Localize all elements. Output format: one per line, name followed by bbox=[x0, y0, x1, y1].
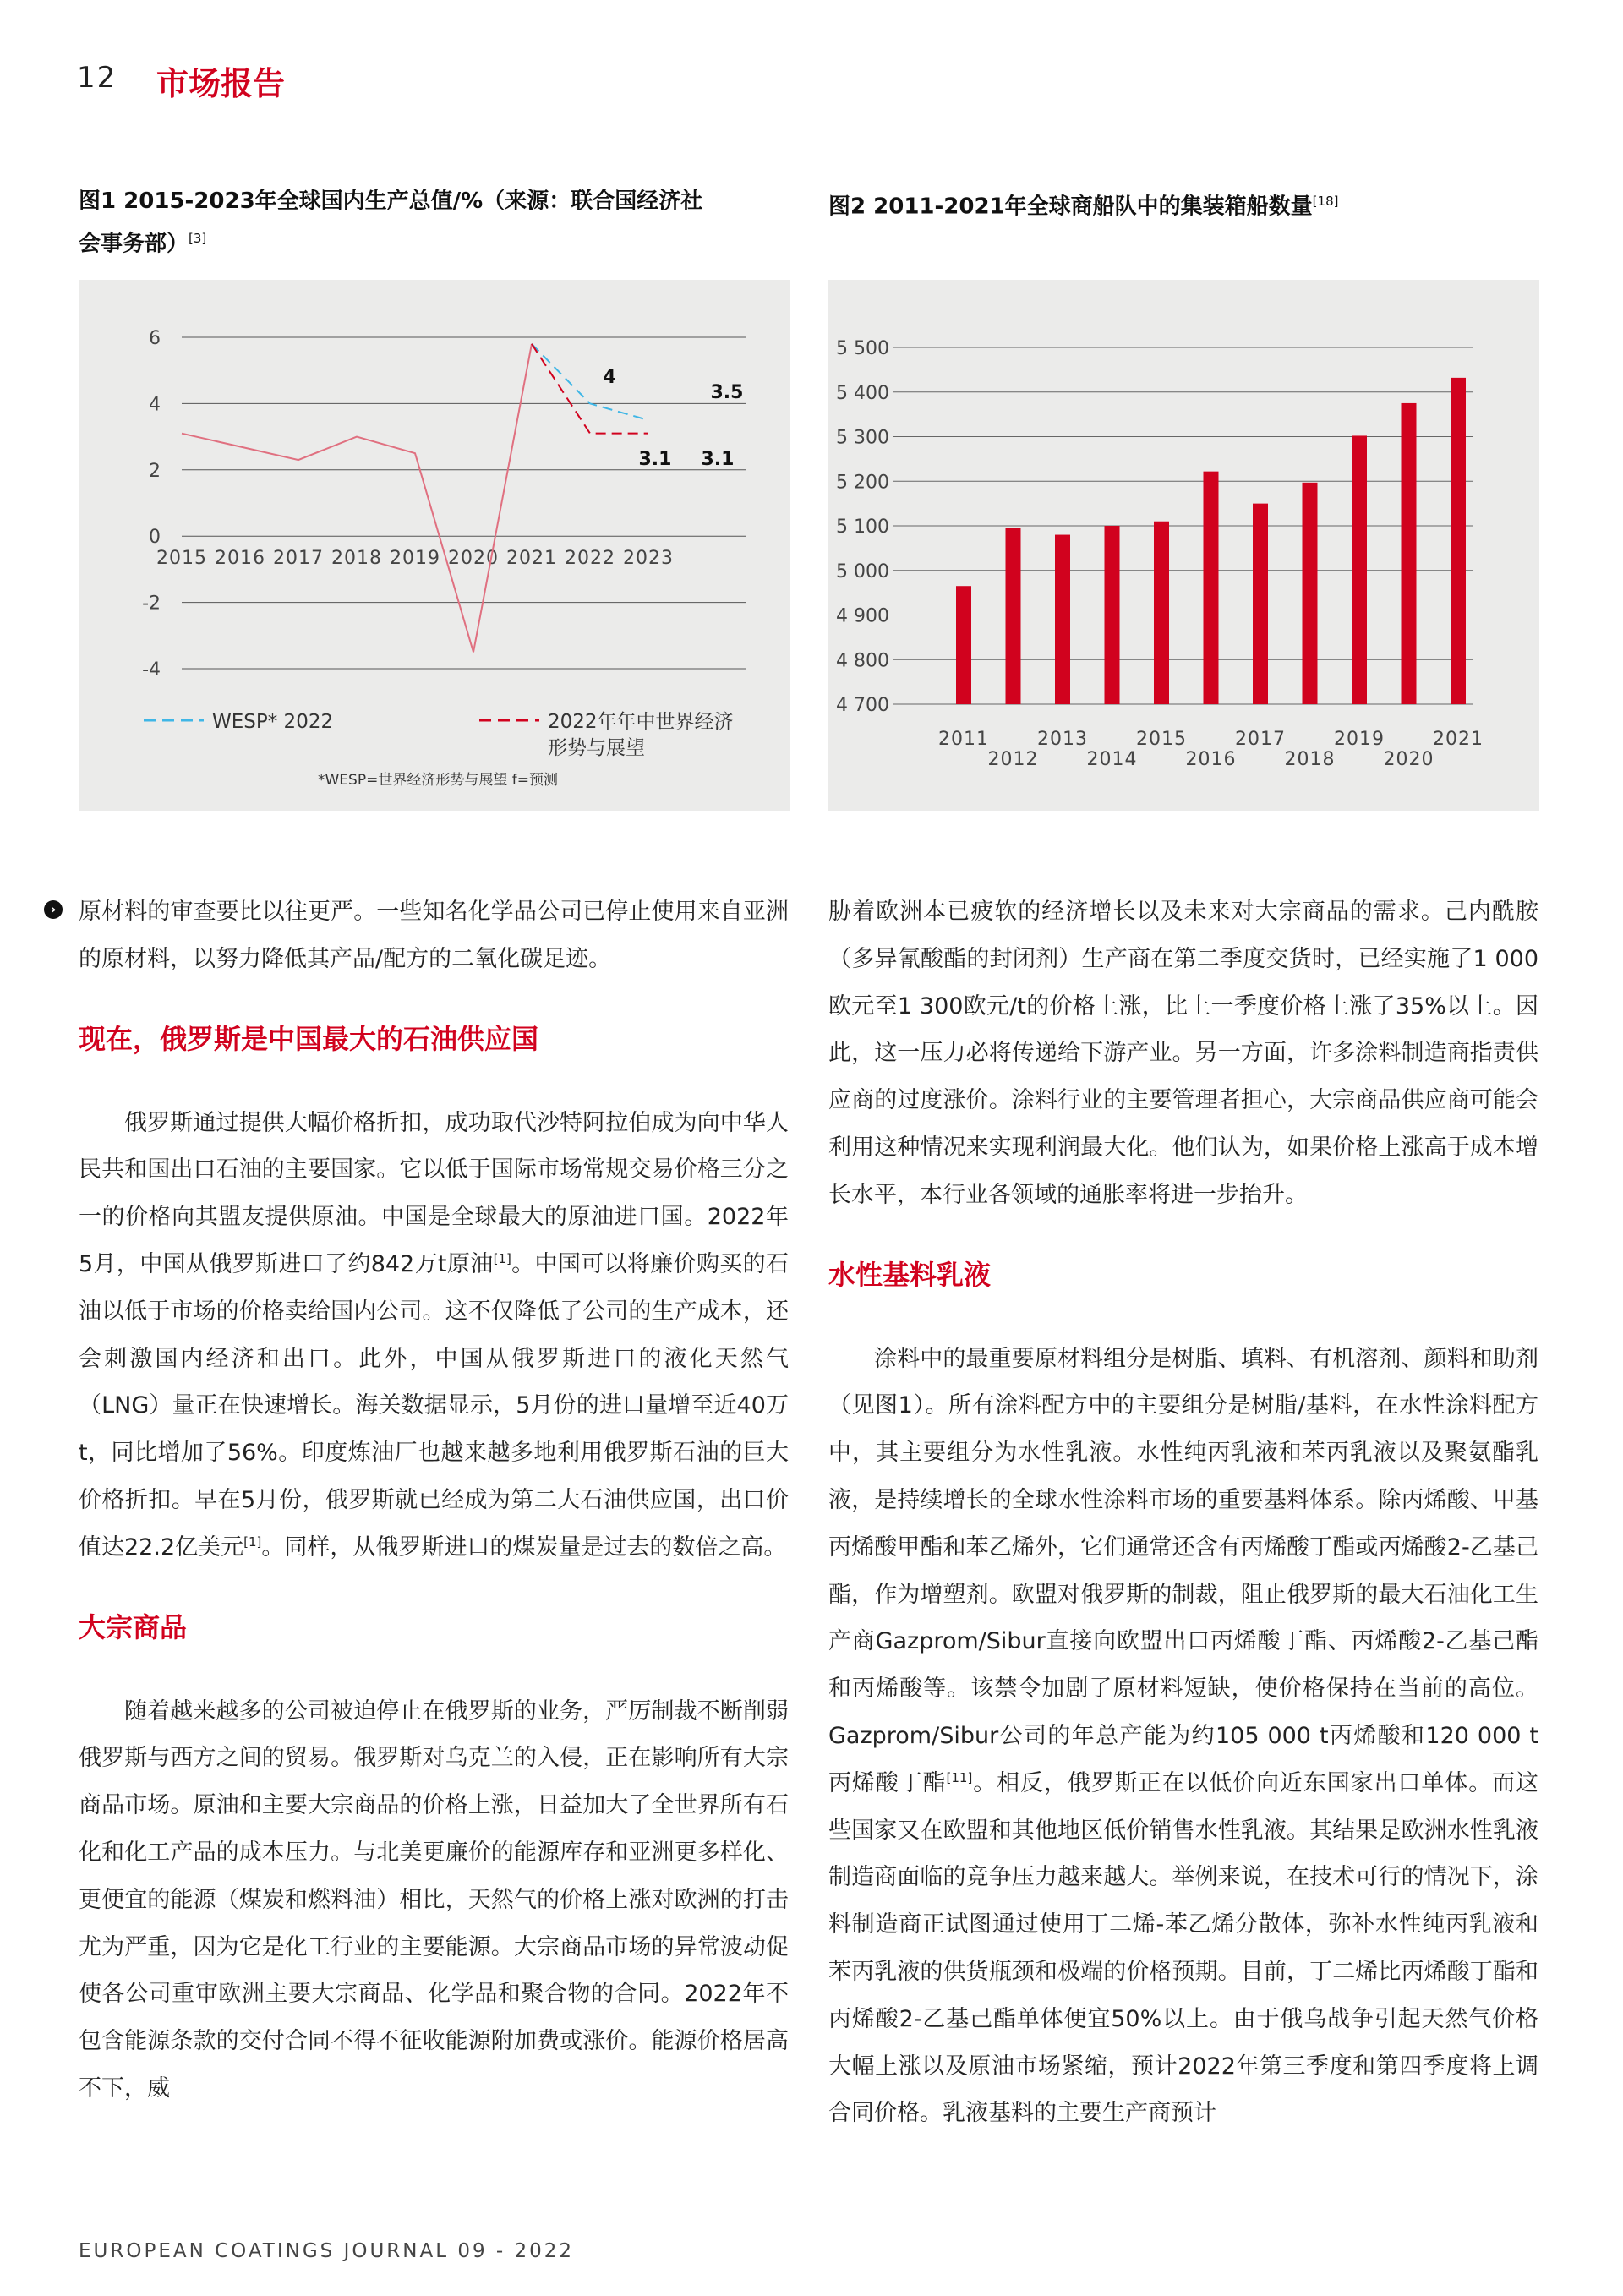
legend-midyear-label-2: 形势与展望 bbox=[548, 737, 645, 759]
ref-1: [1] bbox=[493, 1250, 511, 1266]
y-tick-label: 5 000 bbox=[836, 560, 889, 582]
y-tick-label: 4 800 bbox=[836, 650, 889, 672]
x-tick-label: 2015 bbox=[156, 548, 207, 570]
figure2-panel bbox=[828, 280, 1539, 811]
left-paragraph-2: 随着越来越多的公司被迫停止在俄罗斯的业务，严厉制裁不断削弱俄罗斯与西方之间的贸易。俄罗斯对乌克兰的入侵，正在影响所有大宗商品市场。原油和主要大宗商品的价格上涨，日益加大了全世界所有石化和化工产品的成本压力。与北美更廉价的能源库存和亚洲更多样化、更便宜的能源（煤炭和燃料油）相比，天然气的价格上涨对欧洲的打击尤为严重，因为它是化工行业的主要能源。大宗商品市场的异常波动促使各公司重审欧洲主要大宗商品、化学品和聚合物的合同。2022年不包含能源条款的交付合同不得不征收能源附加费或涨价。能源价格居高不下，威 bbox=[79, 1697, 789, 2102]
figure1-caption-line1: 图1 2015-2023年全球国内生产总值/%（来源：联合国经济社 bbox=[79, 189, 703, 214]
footer-journal: EUROPEAN COATINGS JOURNAL 09 - 2022 bbox=[79, 2240, 575, 2262]
figure2-caption-text: 图2 2011-2021年全球商船队中的集装箱船数量 bbox=[828, 194, 1313, 220]
heading-commodities: 大宗商品 bbox=[79, 1610, 188, 1643]
page-number: 12 bbox=[77, 61, 117, 95]
figure1-caption bbox=[79, 183, 789, 263]
x-tick-label: 2011 bbox=[938, 729, 989, 750]
bar-2016 bbox=[1204, 472, 1219, 704]
x-tick-label: 2019 bbox=[1334, 729, 1385, 750]
right-paragraph-1 bbox=[828, 1336, 1538, 2138]
y-tick-label: 6 bbox=[149, 328, 161, 349]
right-column bbox=[828, 888, 1538, 2137]
y-tick-label: 5 500 bbox=[836, 338, 889, 359]
x-tick-label: 2016 bbox=[1185, 749, 1237, 770]
ref-11: [11] bbox=[946, 1769, 973, 1785]
y-tick-label: -4 bbox=[142, 659, 161, 681]
bar-2020 bbox=[1402, 403, 1417, 704]
figure1-footnote: *WESP=世界经济形势与展望 f=预测 bbox=[318, 772, 558, 789]
right-paragraph-1b: 。相反，俄罗斯正在以低价向近东国家出口单体。而这些国家又在欧盟和其他地区低价销售水性乳液。其结果是欧洲水性乳液制造商面临的竞争压力越来越大。举例来说，在技术可行的情况下，涂料制造商正试图通过使用丁二烯-苯乙烯分散体，弥补水性纯丙乳液和苯丙乳液的供货瓶颈和极端的价格预期。目前，丁二烯比丙烯酸丁酯和丙烯酸2-乙基己酯单体便宜50%以上。由于俄乌战争引起天然气价格大幅上涨以及原油市场紧缩，预计2022年第三季度和第四季度将上调合同价格。乳液基料的主要生产商预计 bbox=[828, 1769, 1539, 2127]
figure1-caption-line2: 会事务部） bbox=[79, 231, 189, 257]
y-tick-label: 5 300 bbox=[836, 427, 889, 449]
x-tick-label: 2021 bbox=[506, 548, 557, 570]
left-paragraph-1b: 。中国可以将廉价购买的石油以低于市场的价格卖给国内公司。这不仅降低了公司的生产成本，还会刺激国内经济和出口。此外，中国从俄罗斯进口的液化天然气（LNG）量正在快速增长。海关数据显示，5月份的进口量增至近40万t，同比增加了56%。印度炼油厂也越来越多地利用俄罗斯石油的巨大价格折扣。早在5月份，俄罗斯就已经成为第二大石油供应国，出口价值达22.2亿美元 bbox=[79, 1250, 789, 1561]
figure2-caption bbox=[828, 183, 1555, 226]
label-mid-2022: 3.1 bbox=[638, 449, 672, 470]
bar-2011 bbox=[956, 586, 971, 704]
label-wesp-2023: 3.5 bbox=[710, 382, 744, 403]
figure2-caption-ref: [18] bbox=[1312, 194, 1339, 209]
bar-2014 bbox=[1105, 526, 1120, 704]
bar-2018 bbox=[1303, 483, 1318, 704]
figure2-chart bbox=[828, 280, 1539, 811]
legend-wesp-label: WESP* 2022 bbox=[212, 711, 334, 733]
figure1-panel bbox=[79, 280, 790, 811]
midyear-forecast-line bbox=[532, 344, 648, 434]
left-paragraph-1a: 俄罗斯通过提供大幅价格折扣，成功取代沙特阿拉伯成为向中华人民共和国出口石油的主要国家。它以低于国际市场常规交易价格三分之一的价格向其盟友提供原油。中国是全球最大的原油进口国。2022年5月，中国从俄罗斯进口了约842万t原油 bbox=[79, 1109, 789, 1277]
bar-2017 bbox=[1253, 504, 1268, 704]
y-tick-label: 4 700 bbox=[836, 695, 889, 716]
x-tick-label: 2023 bbox=[623, 548, 674, 570]
y-tick-label: -2 bbox=[142, 593, 161, 615]
ref-1b: [1] bbox=[243, 1533, 262, 1550]
continue-arrow-icon: › bbox=[44, 900, 63, 919]
bar-2015 bbox=[1154, 522, 1169, 704]
legend-midyear-label-1: 2022年年中世界经济 bbox=[548, 711, 734, 733]
wesp-forecast-line bbox=[532, 344, 648, 420]
x-tick-label: 2017 bbox=[273, 548, 324, 570]
x-tick-label: 2015 bbox=[1136, 729, 1187, 750]
y-tick-label: 5 400 bbox=[836, 382, 889, 404]
gdp-history-line bbox=[182, 344, 532, 653]
y-tick-label: 5 200 bbox=[836, 472, 889, 494]
right-paragraph-0: 胁着欧洲本已疲软的经济增长以及未来对大宗商品的需求。己内酰胺（多异氰酸酯的封闭剂）生产商在第二季度交货时，已经实施了1 000欧元至1 300欧元/t的价格上涨，比上一季度价格上涨了35%以上。因此，这一压力必将传递给下游产业。另一方面，许多涂料制造商指责供应商的过度涨价。涂料行业的主要管理者担心，大宗商品供应商可能会利用这种情况来实现利润最大化。他们认为，如果价格上涨高于成本增长水平，本行业各领域的通胀率将进一步抬升。 bbox=[828, 899, 1538, 1208]
left-paragraph-0: 原材料的审查要比以往更严。一些知名化学品公司已停止使用来自亚洲的原材料，以努力降低其产品/配方的二氧化碳足迹。 bbox=[79, 899, 789, 972]
x-tick-label: 2018 bbox=[1284, 749, 1336, 770]
right-paragraph-1a: 涂料中的最重要原材料组分是树脂、填料、有机溶剂、颜料和助剂（见图1）。所有涂料配方中的主要组分是树脂/基料，在水性涂料配方中，其主要组分为水性乳液。水性纯丙乳液和苯丙乳液以及聚氨酯乳液，是持续增长的全球水性涂料市场的重要基料体系。除丙烯酸、甲基丙烯酸甲酯和苯乙烯外，它们通常还含有丙烯酸丁酯或丙烯酸2-乙基己酯，作为增塑剂。欧盟对俄罗斯的制裁，阻止俄罗斯的最大石油化工生产商Gazprom/Sibur直接向欧盟出口丙烯酸丁酯、丙烯酸2-乙基己酯和丙烯酸等。该禁令加剧了原材料短缺，使价格保持在当前的高位。Gazprom/Sibur公司的年总产能为约105 000 t丙烯酸和120 000 t丙烯酸丁酯 bbox=[828, 1345, 1538, 1796]
label-wesp-2022: 4 bbox=[603, 367, 616, 388]
figure1-caption-ref: [3] bbox=[189, 231, 207, 246]
bar-2019 bbox=[1352, 435, 1367, 704]
y-tick-label: 4 900 bbox=[836, 605, 889, 627]
x-tick-label: 2022 bbox=[565, 548, 615, 570]
left-paragraph-1c: 。同样，从俄罗斯进口的煤炭量是过去的数倍之高。 bbox=[261, 1533, 787, 1561]
left-paragraph-1 bbox=[79, 1100, 789, 1572]
figure1-chart bbox=[79, 280, 790, 811]
x-tick-label: 2021 bbox=[1433, 729, 1484, 750]
section-title: 市场报告 bbox=[156, 65, 286, 102]
y-tick-label: 5 100 bbox=[836, 517, 889, 538]
x-tick-label: 2018 bbox=[331, 548, 382, 570]
y-tick-label: 4 bbox=[149, 394, 161, 416]
x-tick-label: 2013 bbox=[1037, 729, 1088, 750]
y-tick-label: 0 bbox=[149, 527, 161, 549]
x-tick-label: 2019 bbox=[390, 548, 440, 570]
bar-2021 bbox=[1451, 378, 1466, 704]
x-tick-label: 2016 bbox=[215, 548, 265, 570]
x-tick-label: 2017 bbox=[1235, 729, 1286, 750]
heading-waterborne-emulsions: 水性基料乳液 bbox=[828, 1258, 992, 1291]
x-tick-label: 2014 bbox=[1086, 749, 1138, 770]
heading-russia-oil: 现在，俄罗斯是中国最大的石油供应国 bbox=[79, 1022, 539, 1055]
x-tick-label: 2020 bbox=[1383, 749, 1434, 770]
bar-2013 bbox=[1055, 535, 1070, 704]
left-column bbox=[79, 888, 789, 2113]
label-mid-2023: 3.1 bbox=[701, 449, 735, 470]
bar-2012 bbox=[1006, 528, 1021, 704]
x-tick-label: 2012 bbox=[987, 749, 1039, 770]
y-tick-label: 2 bbox=[149, 460, 161, 482]
x-tick-label: 2020 bbox=[448, 548, 499, 570]
